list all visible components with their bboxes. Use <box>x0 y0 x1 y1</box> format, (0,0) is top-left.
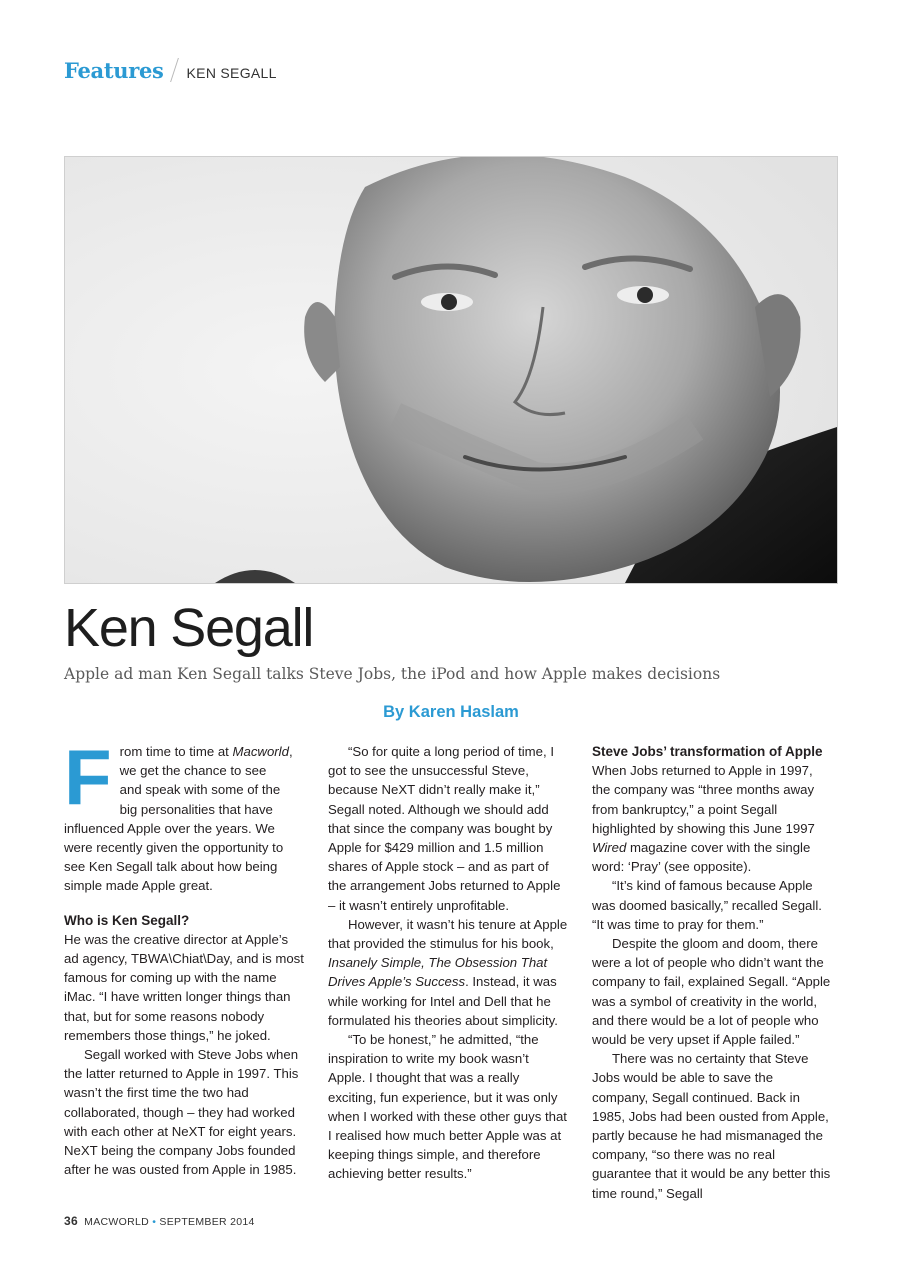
magazine-name: Wired <box>592 840 627 856</box>
article-byline: By Karen Haslam <box>383 703 519 721</box>
paragraph: “To be honest,” he admitted, “the inspiration to write my book wasn’t Apple. I thought that was a really exciting, fun experience, but it was only when I worked with these other guys that I realised how much better Apple was at keeping things simple, and therefore achieving better results.” <box>328 1032 567 1182</box>
drop-cap: F <box>64 733 112 821</box>
paragraph: “It’s kind of famous because Apple was doomed basically,” recalled Segall. “It was time to pray for them.” <box>592 878 822 932</box>
portrait-illustration <box>65 157 837 583</box>
section-header <box>64 58 277 88</box>
paragraph: There was no certainty that Steve Jobs would be able to save the company, Segall continued. Back in 1985, Jobs had been ousted from Apple, partly because he had mismanaged the company, “so there was no real guarantee that it would be any better this time round,” Segall <box>592 1051 831 1201</box>
paragraph: When Jobs returned to Apple in 1997, the company was “three months away from bankruptcy,” a point Segall highlighted by showing this June 1997 Wired magazine cover with the single word: ‘Pray’ (see opposite). <box>592 763 815 875</box>
footer-bullet: • <box>152 1216 157 1228</box>
issue-date: SEPTEMBER 2014 <box>159 1216 255 1228</box>
text-column-3 <box>592 742 832 1203</box>
intro-line-4: big personalities that have <box>119 801 273 817</box>
paragraph: However, it wasn’t his tenure at Apple that provided the stimulus for his book, Insanely Simple, The Obsession That Drives Apple’s Success. Instead, it was while working for Intel and Dell that he formulated his theories about simplicity. <box>328 916 568 1028</box>
paragraph: Despite the gloom and doom, there were a lot of people who didn’t want the company to fail, explained Segall. “Apple was a symbol of creativity in the world, and there would be a lot of people who would be very upset if Apple failed.” <box>592 936 831 1048</box>
section-label: Features <box>64 58 164 83</box>
book-title: Insanely Simple, The Obsession That Drives Apple’s Success <box>328 955 548 990</box>
intro-line-3: and speak with some of the <box>119 782 281 798</box>
subheading-transformation: Steve Jobs’ transformation of Apple <box>592 744 823 759</box>
portrait-photo <box>64 156 838 584</box>
text-column-2 <box>328 742 568 1184</box>
magazine-name-footer: MACWORLD <box>84 1216 149 1228</box>
paragraph: He was the creative director at Apple’s ad agency, TBWA\Chiat\Day, and is most famous for coming up with the name iMac. “I have written longer things than that, but for some reasons nobody remembers those things,” he joked. <box>64 931 304 1043</box>
paragraph: Segall worked with Steve Jobs when the latter returned to Apple in 1997. This wasn’t the first time the two had collaborated, though – they had worked with each other at NeXT for eight years. NeXT being the company Jobs founded after he was ousted from Apple in 1985. <box>64 1047 299 1178</box>
paragraph: “So for quite a long period of time, I got to see the unsuccessful Steve, because NeXT didn’t really make it,” Segall noted. Although we should add that since the company was bought by Apple for $429 million and 1.5 million shares of Apple stock – and as part of the arrangement Jobs returned to Apple – it wasn’t entirely unprofitable. <box>328 744 561 913</box>
subheading-who-is: Who is Ken Segall? <box>64 912 190 928</box>
magazine-name: Macworld <box>232 744 289 759</box>
section-kicker: KEN SEGALL <box>186 65 277 81</box>
page-number: 36 <box>64 1214 78 1228</box>
intro-paragraph-rest: influenced Apple over the years. We were recently given the opportunity to see Ken Segall talk about how being simple made Apple great. <box>64 820 284 894</box>
article-title: Ken Segall <box>64 598 314 658</box>
page-footer <box>64 1214 255 1228</box>
intro-line-1: rom time to time at Macworld, <box>119 744 293 759</box>
text-column-1 <box>64 733 304 1179</box>
intro-line-2: we get the chance to see <box>119 763 267 779</box>
header-divider <box>170 58 179 82</box>
article-standfirst: Apple ad man Ken Segall talks Steve Jobs, the iPod and how Apple makes decisions <box>64 665 721 683</box>
